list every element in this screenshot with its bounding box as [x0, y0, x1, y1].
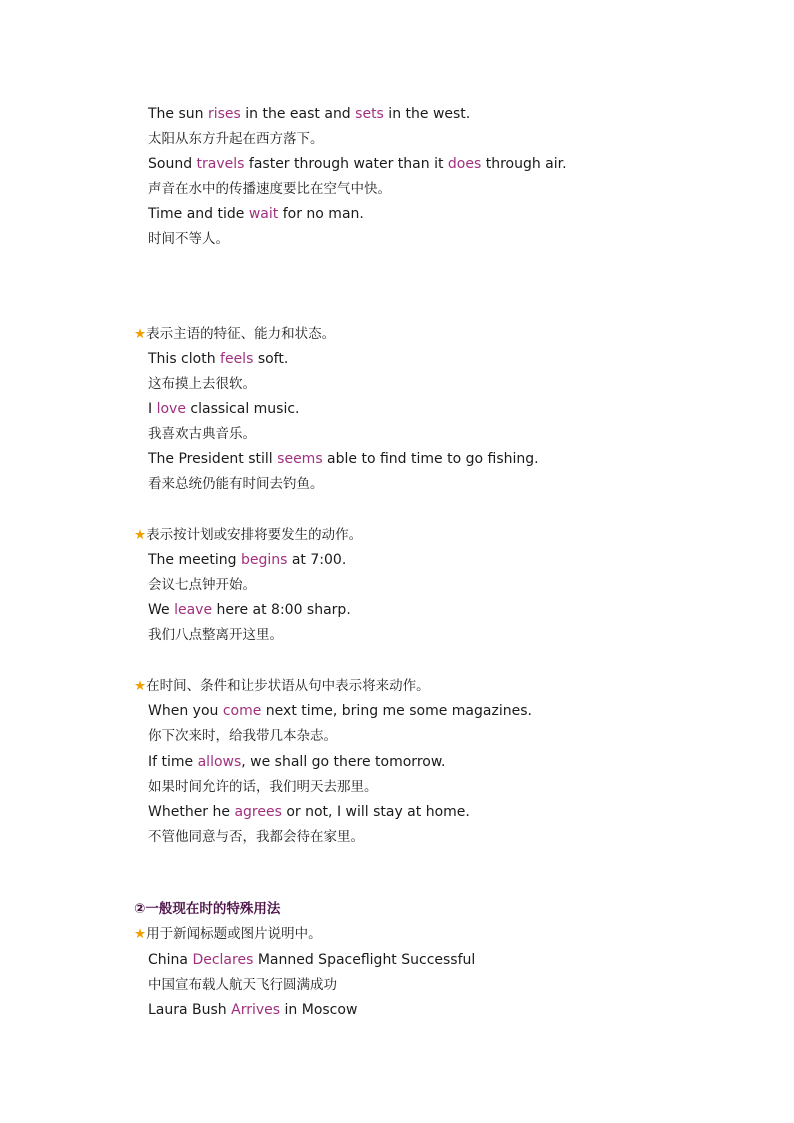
star-icon: ★: [134, 326, 147, 342]
star-icon: ★: [134, 926, 147, 942]
verb-highlight: does: [447, 156, 482, 172]
verb-highlight: rises: [207, 106, 241, 122]
example-sentence-en: The sun rises in the east and sets in the west.: [148, 106, 471, 122]
example-sentence-en: The meeting begins at 7:00.: [148, 552, 347, 568]
example-sentence-zh: 声音在水中的传播速度要比在空气中快。: [148, 181, 391, 197]
example-sentence-zh: 看来总统仍能有时间去钓鱼。: [148, 476, 324, 492]
verb-highlight: love: [156, 401, 186, 417]
section-heading: ★表示按计划或安排将要发生的动作。: [134, 527, 363, 543]
example-sentence-zh: 如果时间允许的话，我们明天去那里。: [148, 779, 378, 795]
star-icon: ★: [134, 527, 147, 543]
verb-highlight: wait: [248, 206, 279, 222]
example-sentence-zh: 你下次来时，给我带几本杂志。: [148, 728, 337, 744]
verb-highlight: sets: [355, 106, 384, 122]
verb-highlight: come: [222, 703, 262, 719]
verb-highlight: feels: [220, 351, 254, 367]
verb-highlight: begins: [240, 552, 288, 568]
example-sentence-en: The President still seems able to find time to go fishing.: [148, 451, 539, 467]
example-sentence-en: Sound travels faster through water than it does through air.: [148, 156, 567, 172]
verb-highlight: Arrives: [231, 1002, 281, 1018]
example-sentence-zh: 时间不等人。: [148, 231, 229, 247]
verb-highlight: allows: [197, 754, 242, 770]
example-sentence-zh: 太阳从东方升起在西方落下。: [148, 131, 324, 147]
example-sentence-en: China Declares Manned Spaceflight Successful: [148, 952, 476, 968]
example-sentence-en: Time and tide wait for no man.: [148, 206, 364, 222]
example-sentence-en: This cloth feels soft.: [148, 351, 289, 367]
section-heading: ★在时间、条件和让步状语从句中表示将来动作。: [134, 678, 430, 694]
section-heading: ★用于新闻标题或图片说明中。: [134, 926, 322, 942]
example-sentence-zh: 中国宣布载人航天飞行圆满成功: [148, 977, 337, 993]
example-sentence-zh: 我喜欢古典音乐。: [148, 426, 256, 442]
example-sentence-en: Laura Bush Arrives in Moscow: [148, 1002, 358, 1018]
example-sentence-zh: 会议七点钟开始。: [148, 577, 256, 593]
verb-highlight: seems: [277, 451, 323, 467]
example-sentence-en: When you come next time, bring me some magazines.: [148, 703, 532, 719]
example-sentence-en: If time allows, we shall go there tomorrow.: [148, 754, 446, 770]
example-sentence-en: Whether he agrees or not, I will stay at home.: [148, 804, 470, 820]
example-sentence-zh: 我们八点整离开这里。: [148, 627, 283, 643]
verb-highlight: Declares: [192, 952, 254, 968]
example-sentence-en: We leave here at 8:00 sharp.: [148, 602, 351, 618]
section-title: ②一般现在时的特殊用法: [134, 901, 281, 917]
verb-highlight: travels: [196, 156, 245, 172]
example-sentence-zh: 这布摸上去很软。: [148, 376, 256, 392]
verb-highlight: leave: [174, 602, 213, 618]
example-sentence-en: I love classical music.: [148, 401, 300, 417]
verb-highlight: agrees: [234, 804, 282, 820]
star-icon: ★: [134, 678, 147, 694]
example-sentence-zh: 不管他同意与否，我都会待在家里。: [148, 829, 364, 845]
section-heading: ★表示主语的特征、能力和状态。: [134, 326, 336, 342]
